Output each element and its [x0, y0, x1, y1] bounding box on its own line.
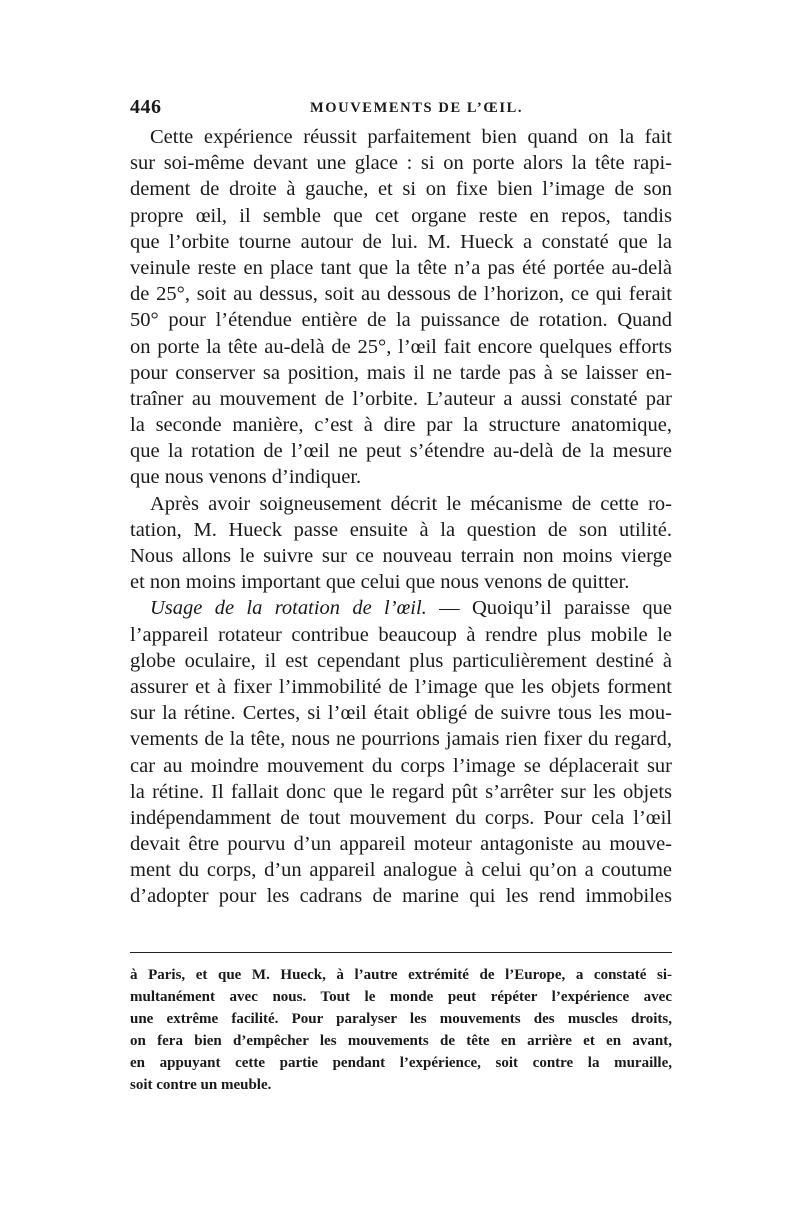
text-line: 50° pour l’étendue entière de la puissance de rotation. Quand — [130, 309, 672, 332]
text-line: que l’orbite tourne autour de lui. M. Hueck a constaté que la — [130, 230, 672, 253]
footnote-line: multanément avec nous. Tout le monde peut répéter l’expérience avec — [130, 989, 672, 1005]
text-line: sur la rétine. Certes, si l’œil était obligé de suivre tous les mou- — [130, 702, 672, 725]
text-line: et non moins important que celui que nous venons de quitter. — [130, 571, 630, 594]
section-heading: Usage de la rotation de l’œil. — [150, 597, 427, 620]
footnote-line: on fera bien d’empêcher les mouvements de tête en arrière et en avant, — [130, 1033, 672, 1049]
text-line: traîner au mouvement de l’orbite. L’auteur a aussi constaté par — [130, 387, 672, 410]
page-header — [130, 96, 672, 120]
text-line: dement de droite à gauche, et si on fixe bien l’image de son — [130, 178, 672, 201]
footnote-divider — [130, 952, 672, 953]
main-text — [130, 124, 672, 910]
text-line: ment du corps, d’un appareil analogue à celui qu’on a coutume — [130, 859, 672, 882]
text-fragment: — Quoiqu’il paraisse que — [426, 597, 672, 620]
text-line: propre œil, il semble que cet organe reste en repos, tandis — [130, 204, 672, 227]
text-line — [130, 595, 672, 621]
text-line: Nous allons le suivre sur ce nouveau terrain non moins vierge — [130, 545, 672, 567]
text-line: assurer et à fixer l’immobilité de l’image que les objets forment — [130, 675, 672, 698]
text-line: d’adopter pour les cadrans de marine qui les rend immobiles — [130, 885, 672, 908]
footnote-line: à Paris, et que M. Hueck, à l’autre extrémité de l’Europe, a constaté si- — [130, 967, 672, 983]
text-line: globe oculaire, il est cependant plus particulièrement destiné à — [130, 649, 672, 672]
running-head: MOUVEMENTS DE L’ŒIL. — [310, 100, 524, 116]
text-line: la rétine. Il fallait donc que le regard pût s’arrêter sur les objets — [130, 780, 672, 803]
footnote-line: soit contre un meuble. — [130, 1077, 272, 1093]
text-line: que la rotation de l’œil ne peut s’étendre au-delà de la mesure — [130, 440, 672, 463]
text-line: pour conserver sa position, mais il ne tarde pas à se laisser en- — [130, 361, 672, 384]
text-line: l’appareil rotateur contribue beaucoup à rendre plus mobile le — [130, 623, 672, 646]
text-line: sur soi-même devant une glace : si on porte alors la tête rapi- — [130, 152, 672, 175]
text-line: Après avoir soigneusement décrit le mécanisme de cette ro- — [150, 492, 672, 515]
text-line: indépendamment de tout mouvement du corps. Pour cela l’œil — [130, 806, 672, 829]
text-line: vements de la tête, nous ne pourrions jamais rien fixer du regard, — [130, 728, 672, 751]
text-line: la seconde manière, c’est à dire par la structure anatomique, — [130, 414, 672, 437]
text-line: que nous venons d’indiquer. — [130, 466, 362, 489]
text-line: on porte la tête au-delà de 25°, l’œil fait encore quelques efforts — [130, 335, 672, 358]
page-number: 446 — [130, 96, 162, 118]
footnote-line: en appuyant cette partie pendant l’expérience, soit contre la muraille, — [130, 1055, 672, 1071]
footnote-line: une extrême facilité. Pour paralyser les mouvements des muscles droits, — [130, 1011, 672, 1027]
text-line: Cette expérience réussit parfaitement bien quand on la fait — [150, 126, 672, 148]
footnote — [130, 964, 672, 1096]
text-line: tation, M. Hueck passe ensuite à la question de son utilité. — [130, 518, 672, 541]
text-line: car au moindre mouvement du corps l’image se déplacerait sur — [130, 754, 672, 777]
text-line: devait être pourvu d’un appareil moteur antagoniste au mouve- — [130, 833, 672, 856]
text-line: veinule reste en place tant que la tête n’a pas été portée au-delà — [130, 256, 672, 279]
text-line: de 25°, soit au dessus, soit au dessous de l’horizon, ce qui ferait — [130, 283, 672, 306]
